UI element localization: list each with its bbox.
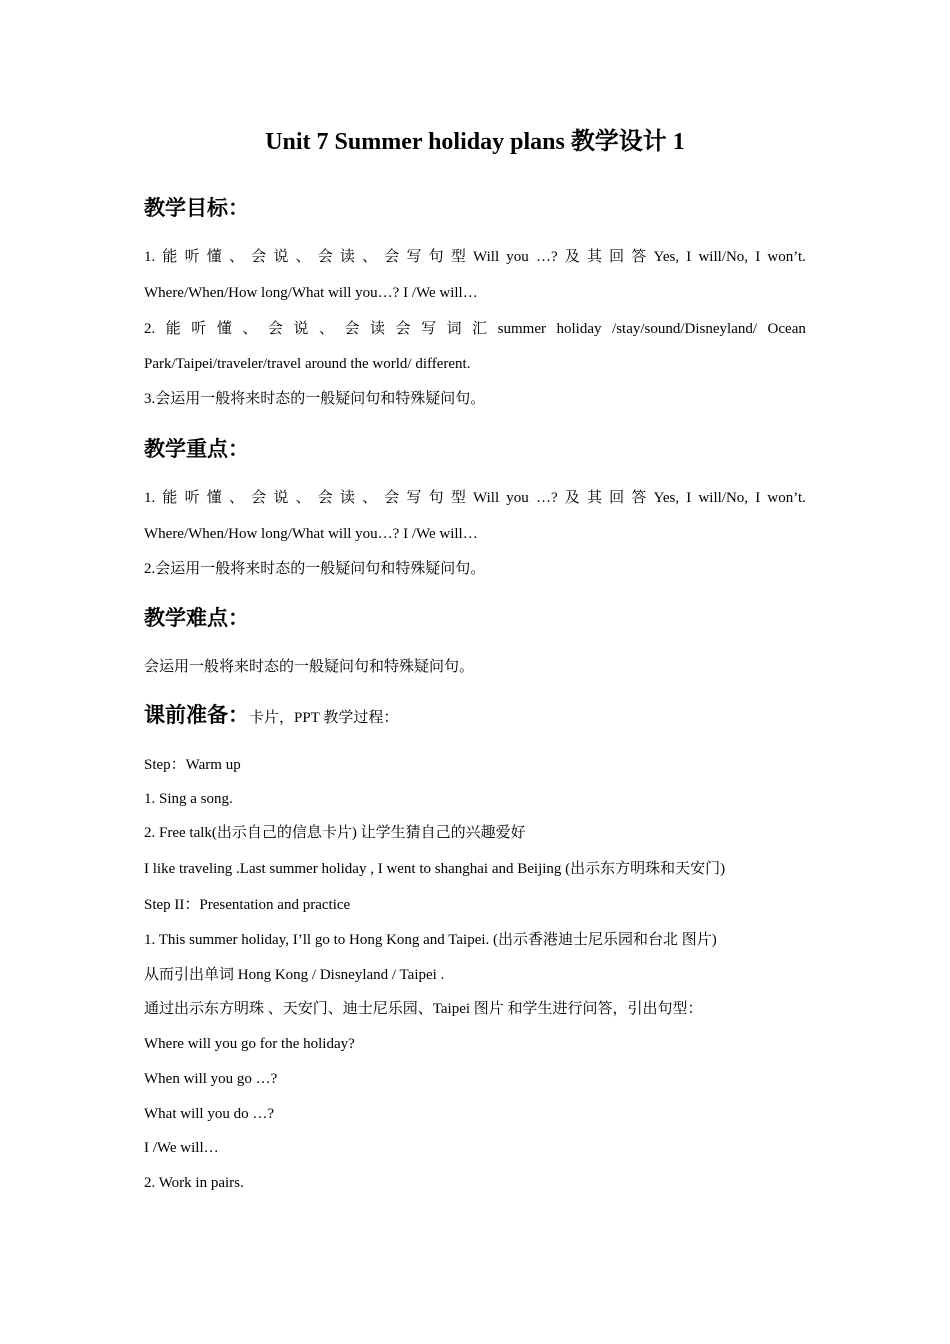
objectives-item1-line2: Where/When/How long/What will you…? I /We will… bbox=[144, 285, 478, 301]
justified-token: 答 bbox=[631, 249, 647, 265]
difficulties-heading: 教学难点： bbox=[144, 606, 249, 630]
justified-token: 回 bbox=[609, 249, 625, 265]
justified-token: you bbox=[506, 249, 529, 265]
justified-token: 懂 bbox=[216, 321, 232, 337]
justified-token: 说 bbox=[273, 490, 289, 506]
justified-token: 会 bbox=[317, 249, 333, 265]
justified-token: I bbox=[686, 249, 692, 265]
justified-token: 及 bbox=[564, 490, 580, 506]
justified-token: 汇 bbox=[472, 321, 488, 337]
objectives-item3: 3.会运用一般将来时态的一般疑问句和特殊疑问句。 bbox=[144, 391, 486, 407]
justified-token: will/No, bbox=[698, 249, 749, 265]
justified-token: 能 bbox=[165, 321, 181, 337]
justified-token: 读 bbox=[370, 321, 386, 337]
justified-token: 听 bbox=[184, 249, 200, 265]
justified-token: 、 bbox=[362, 490, 378, 506]
objectives-item1-line1 bbox=[144, 246, 806, 268]
justified-token: I bbox=[755, 249, 761, 265]
justified-token: 句 bbox=[428, 490, 444, 506]
justified-token: 、 bbox=[228, 249, 244, 265]
process-line-13: 2. Work in pairs. bbox=[144, 1175, 244, 1191]
justified-token: won’t. bbox=[767, 490, 806, 506]
process-line-11: What will you do …? bbox=[144, 1106, 274, 1122]
justified-token: 会 bbox=[395, 321, 411, 337]
justified-token: 及 bbox=[564, 249, 580, 265]
justified-token: 读 bbox=[339, 249, 355, 265]
process-line-7: 从而引出单词 Hong Kong / Disneyland / Taipei . bbox=[144, 967, 445, 983]
process-line-4: I like traveling .Last summer holiday , I went to shanghai and Beijing (出示东方明珠和天安门) bbox=[144, 861, 726, 877]
justified-token: Will bbox=[473, 249, 500, 265]
preparation-heading bbox=[144, 700, 398, 733]
difficulties-text: 会运用一般将来时态的一般疑问句和特殊疑问句。 bbox=[144, 659, 475, 675]
justified-token: will/No, bbox=[698, 490, 749, 506]
justified-token: 会 bbox=[344, 321, 360, 337]
justified-token: 听 bbox=[191, 321, 207, 337]
process-line-3: 2. Free talk(出示自己的信息卡片) 让学生猜自己的兴趣爱好 bbox=[144, 825, 526, 841]
justified-token: 听 bbox=[184, 490, 200, 506]
justified-token: 懂 bbox=[206, 490, 222, 506]
document-title: Unit 7 Summer holiday plans 教学设计 1 bbox=[265, 129, 685, 155]
justified-token: 其 bbox=[586, 490, 602, 506]
justified-token: I bbox=[755, 490, 761, 506]
justified-token: 会 bbox=[251, 490, 267, 506]
process-line-6: 1. This summer holiday, I’ll go to Hong Kong and Taipei. (出示香港迪士尼乐园和台北 图片) bbox=[144, 932, 717, 948]
justified-token: 会 bbox=[317, 490, 333, 506]
key-points-heading: 教学重点： bbox=[144, 437, 249, 461]
justified-token: 写 bbox=[406, 490, 422, 506]
key-points-item2: 2.会运用一般将来时态的一般疑问句和特殊疑问句。 bbox=[144, 561, 486, 577]
justified-token: 、 bbox=[295, 490, 311, 506]
justified-token: 其 bbox=[586, 249, 602, 265]
justified-token: 、 bbox=[295, 249, 311, 265]
justified-token: 型 bbox=[450, 490, 466, 506]
process-line-8: 通过出示东方明珠 、天安门、迪士尼乐园、Taipei 图片 和学生进行问答，引出句型： bbox=[144, 1001, 703, 1017]
process-line-9: Where will you go for the holiday? bbox=[144, 1036, 355, 1052]
justified-token: I bbox=[686, 490, 692, 506]
justified-token: 、 bbox=[318, 321, 334, 337]
process-line-12: I /We will… bbox=[144, 1140, 219, 1156]
preparation-text: 卡片，PPT 教学过程： bbox=[249, 710, 399, 726]
process-line-5: Step II：Presentation and practice bbox=[144, 897, 351, 913]
justified-token: 1. bbox=[144, 490, 156, 506]
justified-token: 词 bbox=[446, 321, 462, 337]
justified-token: 会 bbox=[251, 249, 267, 265]
justified-token: Yes, bbox=[653, 249, 680, 265]
justified-token: 读 bbox=[339, 490, 355, 506]
justified-token: Yes, bbox=[653, 490, 680, 506]
preparation-label: 课前准备： bbox=[144, 703, 249, 727]
justified-token: 句 bbox=[428, 249, 444, 265]
justified-token: won’t. bbox=[767, 249, 806, 265]
justified-token: 回 bbox=[609, 490, 625, 506]
justified-token: 会 bbox=[384, 490, 400, 506]
objectives-item2-line2: Park/Taipei/traveler/travel around the world/ different. bbox=[144, 356, 471, 372]
justified-token: you bbox=[506, 490, 529, 506]
justified-token: 1. bbox=[144, 249, 156, 265]
process-line-10: When will you go …? bbox=[144, 1071, 278, 1087]
justified-token: 、 bbox=[242, 321, 258, 337]
justified-token: summer bbox=[497, 321, 546, 337]
justified-token: 懂 bbox=[206, 249, 222, 265]
key-points-item1-line2: Where/When/How long/What will you…? I /We will… bbox=[144, 526, 478, 542]
justified-token: 能 bbox=[162, 249, 178, 265]
objectives-item2-line1 bbox=[144, 318, 806, 340]
justified-token: 写 bbox=[421, 321, 437, 337]
justified-token: 答 bbox=[631, 490, 647, 506]
justified-token: …? bbox=[535, 249, 558, 265]
justified-token: 写 bbox=[406, 249, 422, 265]
justified-token: 说 bbox=[273, 249, 289, 265]
justified-token: 2. bbox=[144, 321, 156, 337]
justified-token: holiday bbox=[556, 321, 602, 337]
objectives-heading: 教学目标： bbox=[144, 196, 249, 220]
justified-token: 、 bbox=[228, 490, 244, 506]
process-line-2: 1. Sing a song. bbox=[144, 791, 233, 807]
justified-token: 说 bbox=[293, 321, 309, 337]
justified-token: 会 bbox=[267, 321, 283, 337]
justified-token: 型 bbox=[450, 249, 466, 265]
justified-token: 会 bbox=[384, 249, 400, 265]
justified-token: Will bbox=[473, 490, 500, 506]
justified-token: 、 bbox=[362, 249, 378, 265]
justified-token: /stay/sound/Disneyland/ bbox=[612, 321, 758, 337]
process-line-1: Step：Warm up bbox=[144, 757, 241, 773]
justified-token: Ocean bbox=[767, 321, 806, 337]
key-points-item1-line1 bbox=[144, 487, 806, 509]
justified-token: 能 bbox=[162, 490, 178, 506]
justified-token: …? bbox=[535, 490, 558, 506]
